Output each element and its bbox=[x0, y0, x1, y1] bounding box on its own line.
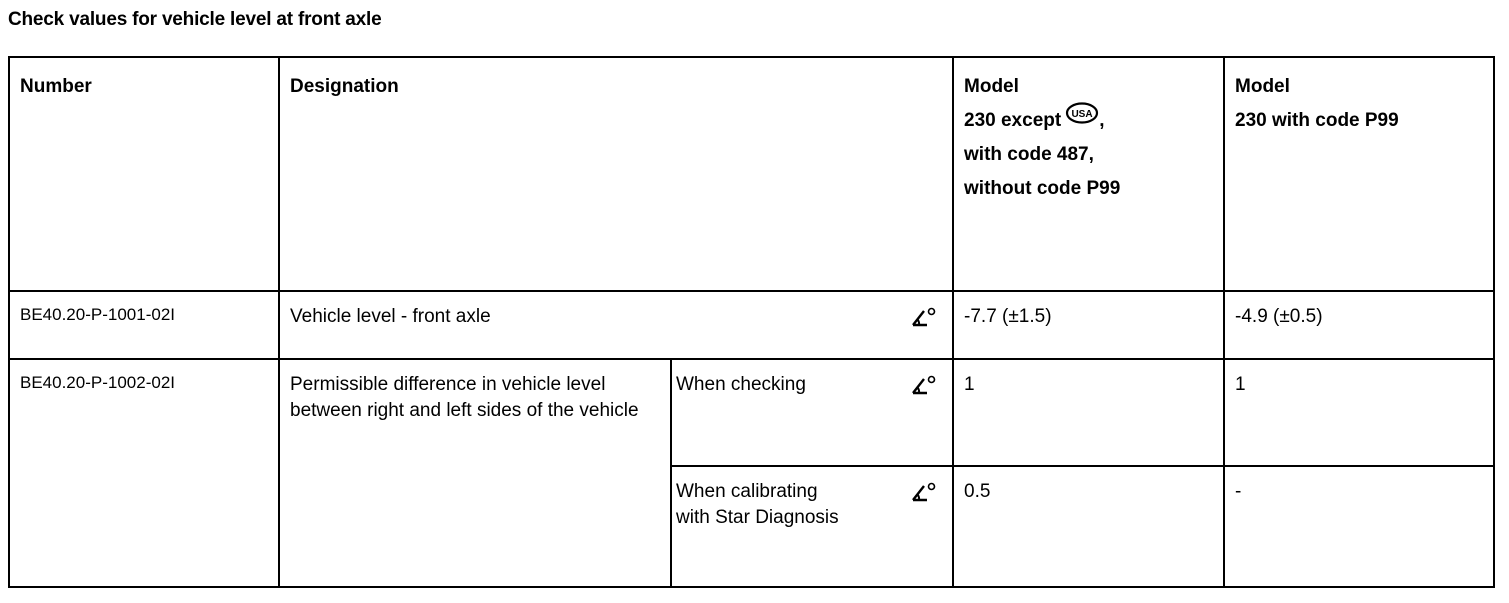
header-designation: Designation bbox=[279, 57, 953, 291]
row-model-a-value: -7.7 (±1.5) bbox=[953, 291, 1224, 359]
header-model-a-label: Model bbox=[964, 76, 1019, 97]
row-model-b-value: - bbox=[1224, 466, 1494, 587]
table-header-row bbox=[9, 57, 1494, 291]
row-condition: When calibrating with Star Diagnosis bbox=[671, 466, 953, 587]
usa-badge-icon bbox=[1065, 102, 1099, 136]
angle-degree-icon bbox=[910, 481, 936, 509]
header-model-b-line1: 230 with code P99 bbox=[1235, 110, 1399, 131]
row-model-b-value: 1 bbox=[1224, 359, 1494, 466]
row-number: BE40.20-P-1001-02I bbox=[9, 291, 279, 359]
angle-degree-icon bbox=[910, 306, 936, 334]
header-model-b-label: Model bbox=[1235, 76, 1290, 97]
row-model-a-value: 1 bbox=[953, 359, 1224, 466]
check-values-table bbox=[8, 56, 1495, 588]
row-designation: Vehicle level - front axle bbox=[279, 291, 953, 359]
row-model-a-value: 0.5 bbox=[953, 466, 1224, 587]
header-model-b bbox=[1224, 57, 1494, 291]
table-row bbox=[9, 291, 1494, 359]
document-title: Check values for vehicle level at front axle bbox=[8, 9, 382, 30]
row-designation: Permissible difference in vehicle level between right and left sides of the vehicle bbox=[279, 359, 671, 587]
header-model-a-line1: 230 except USA , bbox=[964, 104, 1213, 138]
header-model-a-line2: with code 487, bbox=[964, 144, 1094, 165]
row-condition: When checking bbox=[671, 359, 953, 466]
table-row bbox=[9, 359, 1494, 466]
svg-text:USA: USA bbox=[1071, 109, 1093, 121]
header-model-a-line3: without code P99 bbox=[964, 178, 1121, 199]
header-number: Number bbox=[9, 57, 279, 291]
header-model-a bbox=[953, 57, 1224, 291]
angle-degree-icon bbox=[910, 374, 936, 402]
row-number: BE40.20-P-1002-02I bbox=[9, 359, 279, 587]
row-model-b-value: -4.9 (±0.5) bbox=[1224, 291, 1494, 359]
